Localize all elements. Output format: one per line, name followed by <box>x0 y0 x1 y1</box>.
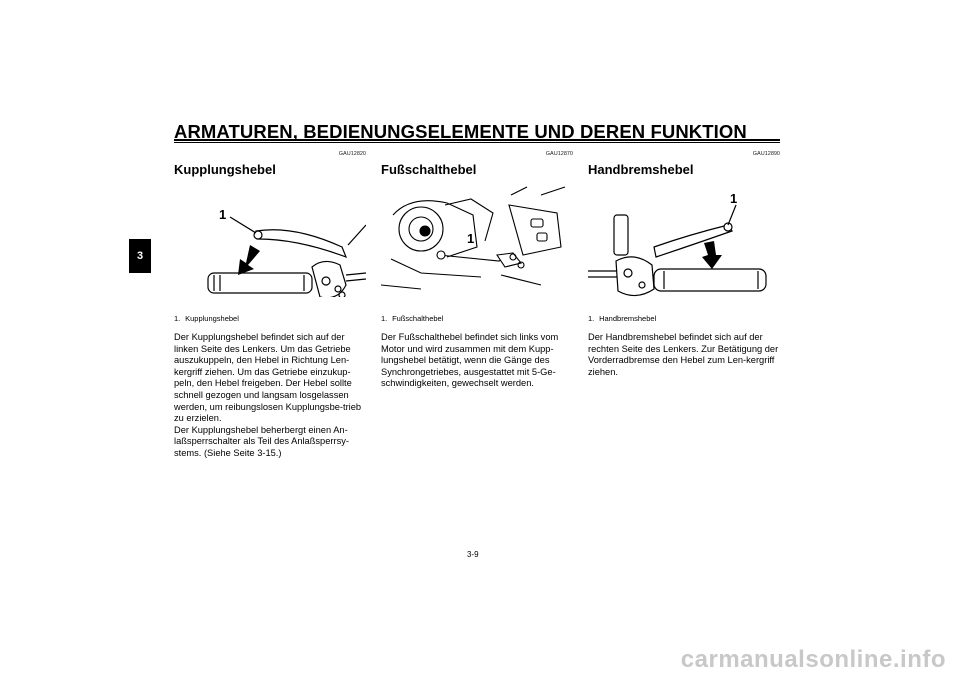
figure-caption <box>588 314 780 323</box>
watermark: carmanualsonline.info <box>680 646 946 673</box>
section-kupplungshebel <box>174 150 366 460</box>
figure-callout-label: 1 <box>467 231 475 246</box>
title-rule <box>174 139 780 143</box>
body-paragraph: Der Kupplungshebel beherbergt einen An-laßsperrschalter als Teil des Anlaßsperrsy-stems. (Siehe Seite 3-15.) <box>174 424 349 458</box>
section-title: Kupplungshebel <box>174 162 276 177</box>
section-body <box>174 332 366 460</box>
section-title: Fußschalthebel <box>381 162 477 177</box>
page-number: 3-9 <box>467 550 479 559</box>
section-body <box>381 332 573 390</box>
page-title: ARMATUREN, BEDIENUNGSELEMENTE UND DEREN FUNKTION <box>174 121 747 142</box>
chapter-tab: 3 <box>129 239 151 273</box>
section-handbremshebel <box>588 150 780 378</box>
figure-caption <box>381 314 573 323</box>
caption-text: Handbremshebel <box>599 314 657 323</box>
figure-caption <box>174 314 366 323</box>
ref-code: GAU12820 <box>338 151 366 157</box>
ref-code: GAU12890 <box>752 151 780 157</box>
clutch-lever-figure <box>174 185 366 297</box>
shift-lever-figure <box>381 185 573 297</box>
ref-code: GAU12870 <box>545 151 573 157</box>
body-paragraph: Der Fußschalthebel befindet sich links vom Motor und wird zusammen mit dem Kupp-lungshebel betätigt, wenn die Gänge des Synchrongetriebes, ausgestattet mit 5-Ge-schwindigkeiten, gewechselt werden. <box>381 332 559 389</box>
body-paragraph: Der Handbremshebel befindet sich auf der rechten Seite des Lenkers. Zur Betätigung der Vorderradbremse den Hebel zum Len-kergriff ziehen. <box>588 332 779 377</box>
body-paragraph: Der Kupplungshebel befindet sich auf der linken Seite des Lenkers. Um das Getriebe auszukuppeln, den Hebel in Richtung Len-kergriff ziehen. Um das Getriebe einzukup-peln, den Hebel freigeben. Der Hebel sollte schnell gezogen und langsam losgelassen werden, um reibungslosen Kupplungsbe-trieb zu erzielen. <box>174 332 362 424</box>
section-body <box>588 332 780 378</box>
caption-text: Fußschalthebel <box>392 314 444 323</box>
caption-number: 1. <box>381 314 388 323</box>
section-title: Handbremshebel <box>588 162 694 177</box>
caption-number: 1. <box>174 314 181 323</box>
section-fussschalthebel <box>381 150 573 390</box>
shift-lever-illustration <box>381 185 573 297</box>
brake-lever-illustration <box>588 185 780 297</box>
caption-number: 1. <box>588 314 595 323</box>
figure-callout-label: 1 <box>730 191 738 206</box>
clutch-lever-illustration <box>174 185 366 297</box>
figure-callout-label: 1 <box>219 207 227 222</box>
brake-lever-figure <box>588 185 780 297</box>
caption-text: Kupplungshebel <box>185 314 239 323</box>
